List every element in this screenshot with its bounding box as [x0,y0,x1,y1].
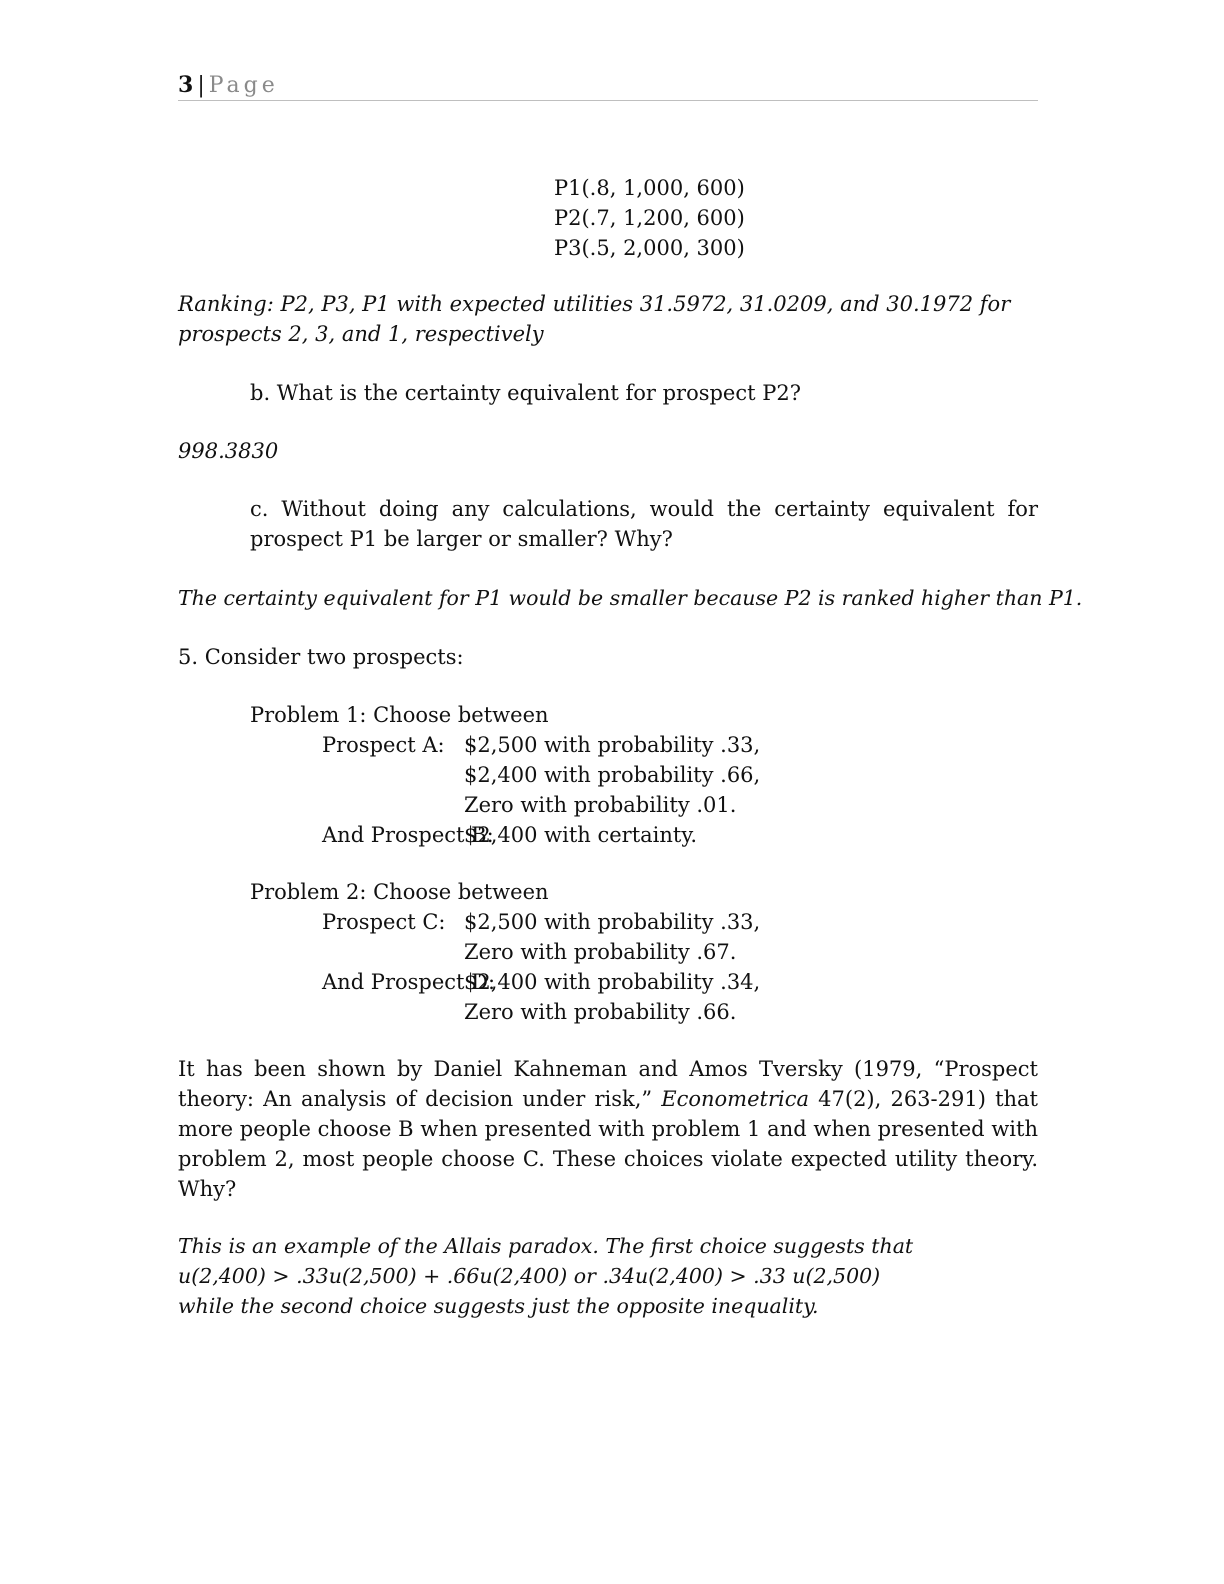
problem-2-heading: Problem 2: Choose between [250,880,549,904]
problem-2-row [250,967,1038,997]
row-value: Zero with probability .66. [464,1000,737,1024]
problem-1-heading: Problem 1: Choose between [250,703,549,727]
row-label [250,937,464,967]
answer-5 [178,1231,1038,1321]
row-label [250,997,464,1027]
question-b: b. What is the certainty equivalent for prospect P2? [250,381,801,405]
problem-2-row [250,907,1038,937]
row-value: $2,400 with certainty. [464,823,698,847]
row-label [250,790,464,820]
answer-c: The certainty equivalent for P1 would be smaller because P2 is ranked higher than P1. [178,586,1083,610]
problem-2-row [250,997,1038,1027]
answer-5-line: u(2,400) > .33u(2,500) + .66u(2,400) or .34u(2,400) > .33 u(2,500) [178,1264,881,1288]
row-label [250,760,464,790]
prospect-p3: P3(.5, 2,000, 300) [554,236,745,260]
header-separator: | [197,73,205,98]
paragraph-text-before: It has been shown by Daniel Kahneman and Amos Tversky (1979, “Prospect theory: An analysis of decision under risk,” [178,1057,1038,1111]
paragraph-text-after: 47(2), 263-291) that more people choose B when presented with problem 1 and when presented with problem 2, most people choose C. These choices violate expected utility theory. Why? [178,1087,1038,1201]
row-label: And Prospect D: [322,970,496,994]
prospect-p1: P1(.8, 1,000, 600) [554,176,745,200]
row-label: And Prospect B: [322,823,494,847]
problem-2-row [250,937,1038,967]
problem-1-row [250,730,1038,760]
problem-2 [250,877,1038,1027]
row-value: Zero with probability .01. [464,793,737,817]
row-value: $2,500 with probability .33, [464,733,761,757]
row-value: $2,400 with probability .66, [464,763,761,787]
ranking-answer: Ranking: P2, P3, P1 with expected utilities 31.5972, 31.0209, and 30.1972 for prospects 2, 3, and 1, respectively [178,292,1011,346]
row-label: Prospect C: [322,910,446,934]
row-value: $2,400 with probability .34, [464,970,761,994]
answer-5-line: while the second choice suggests just the opposite inequality. [178,1294,819,1318]
problem-1-row [250,760,1038,790]
page-label: Page [208,73,279,98]
question-c: c. Without doing any calculations, would the certainty equivalent for prospect P1 be larger or smaller? Why? [250,497,1038,551]
page-header [178,70,1038,101]
problem-1-row [250,790,1038,820]
row-value: $2,500 with probability .33, [464,910,761,934]
row-value: Zero with probability .67. [464,940,737,964]
answer-5-line: This is an example of the Allais paradox. The first choice suggests that [178,1234,914,1258]
journal-name: Econometrica [661,1087,809,1111]
problem-1-row [250,820,1038,850]
prospect-p2: P2(.7, 1,200, 600) [554,206,745,230]
answer-b: 998.3830 [178,439,279,463]
page-number: 3 [178,72,194,98]
problem-1 [250,700,1038,850]
prospect-list [554,173,814,263]
question-5: 5. Consider two prospects: [178,645,464,669]
row-label: Prospect A: [322,733,445,757]
kahneman-tversky-paragraph [178,1054,1038,1204]
